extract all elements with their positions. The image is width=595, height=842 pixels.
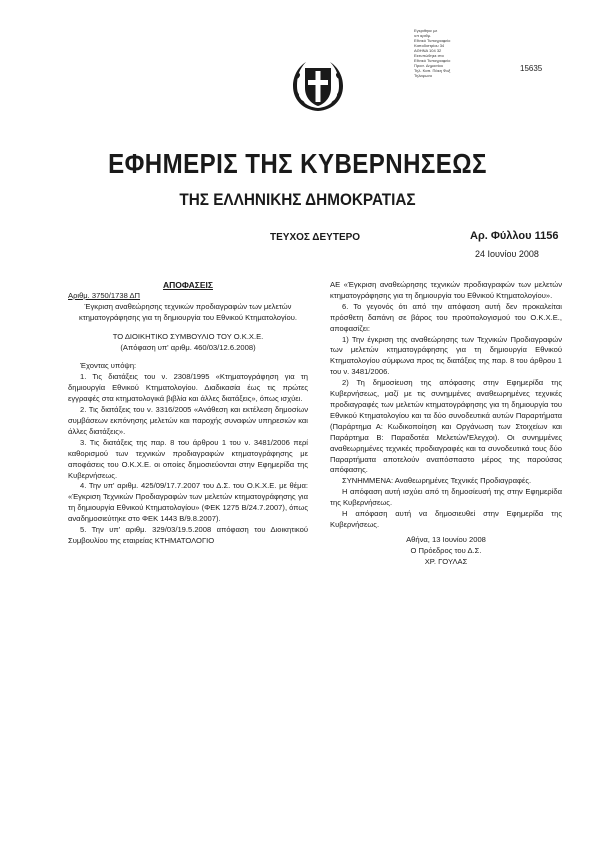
validity-text: Η απόφαση αυτή ισχύει από τη δημοσίευσή της στην Εφημερίδα της Κυβερνήσεως. [330, 487, 562, 508]
consideration-item: 6. Το γεγονός ότι από την απόφαση αυτή δεν προκαλείται πρόσθετη δαπάνη σε βάρος του προϋπολογισμού του Ο.Κ.Χ.Ε., αποφασίζει: [330, 301, 562, 333]
issue-date: 24 Ιουνίου 2008 [475, 249, 539, 259]
decision-item: 2) Τη δημοσίευση της απόφασης στην Εφημερίδα της Κυβερνήσεως, μαζί με τις συνημμένες αναθεωρημένες τεχνικές προδιαγραφές των μελετών κτηματογράφησης για τη δημιουργία του Εθνικού Κτηματολογίου και τα δύο συνοδευτικά αυτών Παραρτήματα (Παράρτημα Α: Κωδικοποίηση και Οργάνωση των Στοιχείων και Παράρτημα Β: Παραδοτέα Μελετών/Έλεγχοι). Οι συνημμένες αναθεωρημένες τεχνικές προδιαγραφές και τα συνοδευτικά τους δύο Παραρτήματα αποτελούν αναπόσπαστο μέρος της παρούσας απόφασης. [330, 378, 562, 475]
signer-name: ΧΡ. ΓΟΥΛΑΣ [424, 556, 468, 566]
greek-coat-of-arms-icon [289, 56, 347, 114]
right-column [330, 280, 562, 568]
board-name: ΤΟ ΔΙΟΙΚΗΤΙΚΟ ΣΥΜΒΟΥΛΙΟ ΤΟΥ Ο.Κ.Χ.Ε. [112, 331, 264, 341]
continuation-text: ΑΕ «Έγκριση αναθεώρησης τεχνικών προδιαγραφών των μελετών κτηματογράφησης για τη δημιουργία του Εθνικού Κτηματολογίου». [330, 280, 562, 300]
signer-role: Ο Πρόεδρος του Δ.Σ. [410, 545, 482, 555]
consideration-item: 3. Τις διατάξεις της παρ. 8 του άρθρου 1 του ν. 3481/2006 περί καθορισμού των τεχνικών προδιαγραφών κτηματογράφησης με αποφάσεις του Ο.Κ.Χ.Ε. οι οποίες δημοσιεύονται στην Εφημερίδα της Κυβερνήσεως. [68, 437, 308, 480]
print-info-line: Εγκριθηκε με [414, 28, 438, 33]
considering-label: Έχοντας υπόψη: [80, 361, 137, 371]
board-reference: (Απόφαση υπ' αριθμ. 460/03/12.6.2008) [120, 342, 256, 352]
issue-label: ΤΕΥΧΟΣ ΔΕΥΤΕΡΟ [270, 232, 361, 243]
print-info-line: Εθνικό Τυπογραφείο [414, 38, 451, 43]
section-heading: ΑΠΟΦΑΣΕΙΣ [162, 280, 213, 290]
consideration-item: 5. Την υπ' αριθμ. 329/03/19.5.2008 απόφαση του Διοικητικού Συμβουλίου της εταιρείας ΚΤΗΜΑΤΟΛΟΓΙΟ [68, 525, 308, 545]
sheet-number: Αρ. Φύλλου 1156 [470, 230, 559, 242]
print-info-line: υπ αριθμ. [414, 33, 432, 38]
print-info-line: ΑΘΗΝΑ 104 32 [414, 48, 442, 53]
consideration-item: 1. Τις διατάξεις του ν. 2308/1995 «Κτηματογράφηση για τη δημιουργία Εθνικού Κτηματολογίου. Διαδικασία έως τις πρώτες εγγραφές στα κτηματολογικά βιβλία και άλλες διατάξεις», όπως ισχύει. [68, 372, 308, 404]
consideration-item: 2. Τις διατάξεις του ν. 3316/2005 «Ανάθεση και εκτέλεση δημοσίων συμβάσεων εκπόνησης μελετών και παροχής συναφών υπηρεσιών και άλλες διατάξεις». [68, 405, 308, 436]
print-info-line: Εκτυπώθηκε στο [414, 53, 444, 58]
place-date: Αθήνα, 13 Ιουνίου 2008 [406, 534, 486, 544]
print-info-line: Προσ. Δημοσίου [414, 63, 444, 68]
print-info [414, 28, 490, 78]
publication-text: Η απόφαση αυτή να δημοσιευθεί στην Εφημερίδα της Κυβερνήσεως. [330, 509, 562, 529]
print-info-line: Τηλεφωνο [414, 73, 433, 78]
consideration-item: 4. Την υπ' αριθμ. 425/09/17.7.2007 του Δ.Σ. του Ο.Κ.Χ.Ε. με θέμα: «Έγκριση Τεχνικών Προδιαγραφών των μελετών κτηματογράφησης για τη δημιουργία Εθνικού Κτηματολογίου» (ΦΕΚ 1275 Β/24.7.2007), όπως αναδημοσιεύτηκε στο ΦΕΚ 1443 Β/9.8.2007). [68, 481, 308, 524]
left-column [68, 280, 308, 547]
decision-number: Αριθμ. 3750/1738 ΔΠ [68, 290, 141, 300]
print-info-line: Καποδιστρίου 34 [414, 43, 445, 48]
page-number: 15635 [520, 64, 543, 73]
print-info-line: Τηλ. Καπ. Πάκη Φαξ [414, 68, 451, 73]
print-info-line: Εθνικό Τυπογραφείο [414, 58, 451, 63]
decision-title: Έγκριση αναθεώρησης τεχνικών προδιαγραφών των μελετών κτηματογράφησης για τη δημιουργία του Εθνικού Κτηματολογίου. [79, 301, 297, 322]
gazette-subtitle: ΤΗΣ ΕΛΛΗΝΙΚΗΣ ΔΗΜΟΚΡΑΤΙΑΣ [179, 190, 416, 209]
decision-item: 1) Την έγκριση της αναθεώρησης των Τεχνικών Προδιαγραφών των μελετών κτηματογράφησης για τη δημιουργία Εθνικού Κτηματολογίου σύμφωνα προς τις διατάξεις της παρ. 8 του άρθρου 1 του ν. 3481/2006. [330, 334, 562, 377]
attachments-label: ΣΥΝΗΜΜΕΝΑ: Αναθεωρημένες Τεχνικές Προδιαγραφές. [342, 476, 532, 486]
gazette-title: ΕΦΗΜΕΡΙΣ ΤΗΣ ΚΥΒΕΡΝΗΣΕΩΣ [108, 148, 487, 179]
